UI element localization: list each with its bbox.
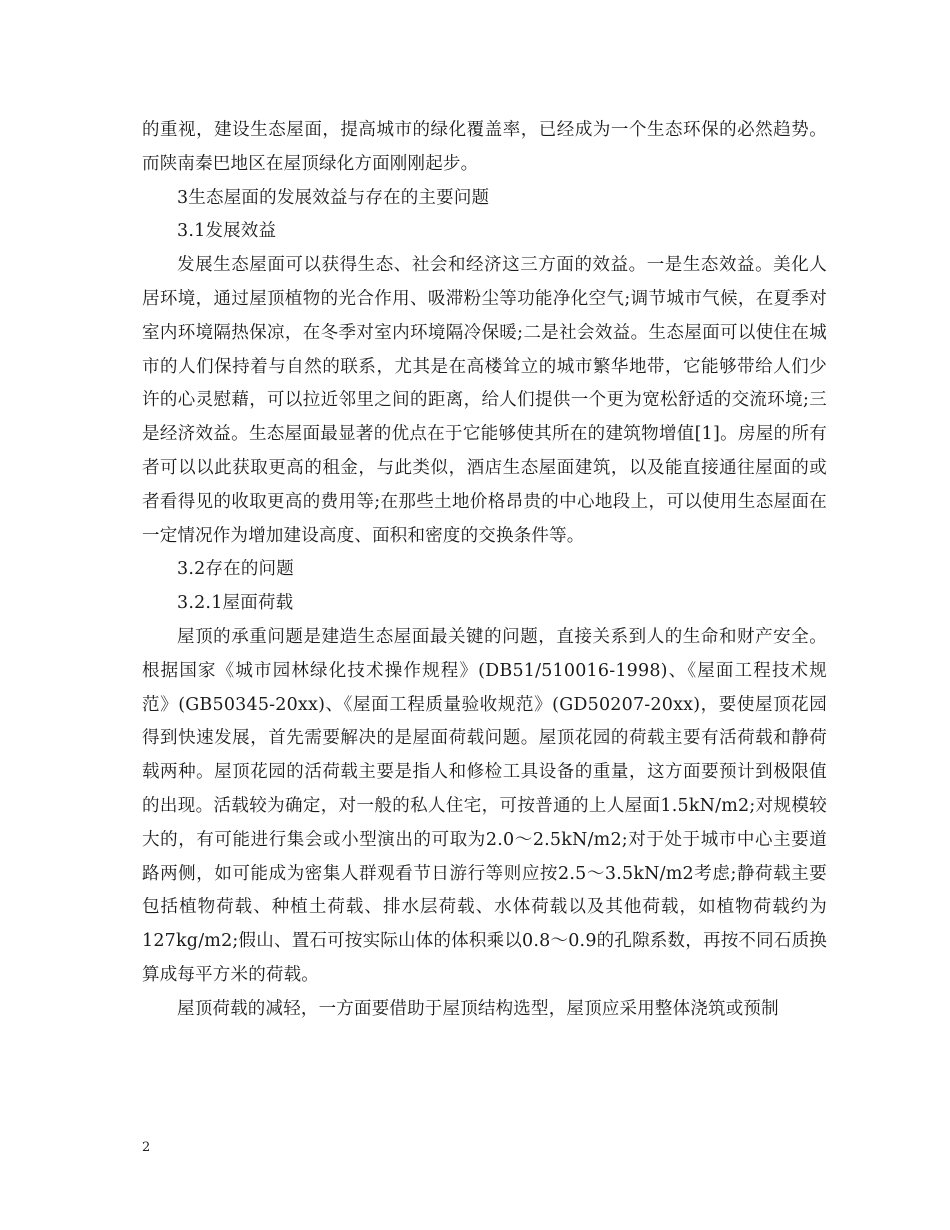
paragraph-intro-continuation: 的重视，建设生态屋面，提高城市的绿化覆盖率，已经成为一个生态环保的必然趋势。而陕南秦巴地区在屋顶绿化方面刚刚起步。 (142, 120, 827, 174)
paragraph-benefits: 发展生态屋面可以获得生态、社会和经济这三方面的效益。一是生态效益。美化人居环境，通过屋顶植物的光合作用、吸滞粉尘等功能净化空气;调节城市气候，在夏季对室内环境隔热保凉，在冬季对室内环境隔冷保暖;二是社会效益。生态屋面可以使住在城市的人们保持着与自然的联系，尤其是在高楼耸立的城市繁华地带，它能够带给人们少许的心灵慰藉，可以拉近邻里之间的距离，给人们提供一个更为宽松舒适的交流环境;三是经济效益。生态屋面最显著的优点在于它能够使其所在的建筑物增值[1]。房屋的所有者可以以此获取更高的租金，与此类似，酒店生态屋面建筑，以及能直接通往屋面的或者看得见的收取更高的费用等;在那些土地价格昂贵的中心地段上，可以使用生态屋面在一定情况作为增加建设高度、面积和密度的交换条件等。 (142, 255, 827, 546)
subsection-heading-3-2: 3.2存在的问题 (177, 559, 294, 580)
subsection-heading-3-1: 3.1发展效益 (177, 221, 277, 242)
section-heading-3: 3生态屋面的发展效益与存在的主要问题 (177, 187, 490, 208)
paragraph-roof-load: 屋顶的承重问题是建造生态屋面最关键的问题，直接关系到人的生命和财产安全。根据国家《城市园林绿化技术操作规程》(DB51/510016-1998)、《屋面工程技术规范》(GB50345-20xx)、《屋面工程质量验收规范》(GD50207-20xx)，要使屋顶花园得到快速发展，首先需要解决的是屋面荷载问题。屋顶花园的荷载主要有活荷载和静荷载两种。屋顶花园的活荷载主要是指人和修检工具设备的重量，这方面要预计到极限值的出现。活载较为确定，对一般的私人住宅，可按普通的上人屋面1.5kN/m2;对规模较大的，有可能进行集会或小型演出的可取为2.0～2.5kN/m2;对于处于城市中心主要道路两侧，如可能成为密集人群观看节日游行等则应按2.5～3.5kN/m2考虑;静荷载主要包括植物荷载、种植土荷载、排水层荷载、水体荷载以及其他荷载，如植物荷载约为127kg/m2;假山、置石可按实际山体的体积乘以0.8～0.9的孔隙系数，再按不同石质换算成每平方米的荷载。 (142, 626, 827, 985)
subsection-heading-3-2-1: 3.2.1屋面荷载 (177, 593, 294, 614)
document-body (142, 114, 827, 1027)
page-number: 2 (142, 1140, 151, 1155)
paragraph-load-reduction: 屋顶荷载的减轻，一方面要借助于屋顶结构选型，屋顶应采用整体浇筑或预制 (177, 998, 779, 1019)
